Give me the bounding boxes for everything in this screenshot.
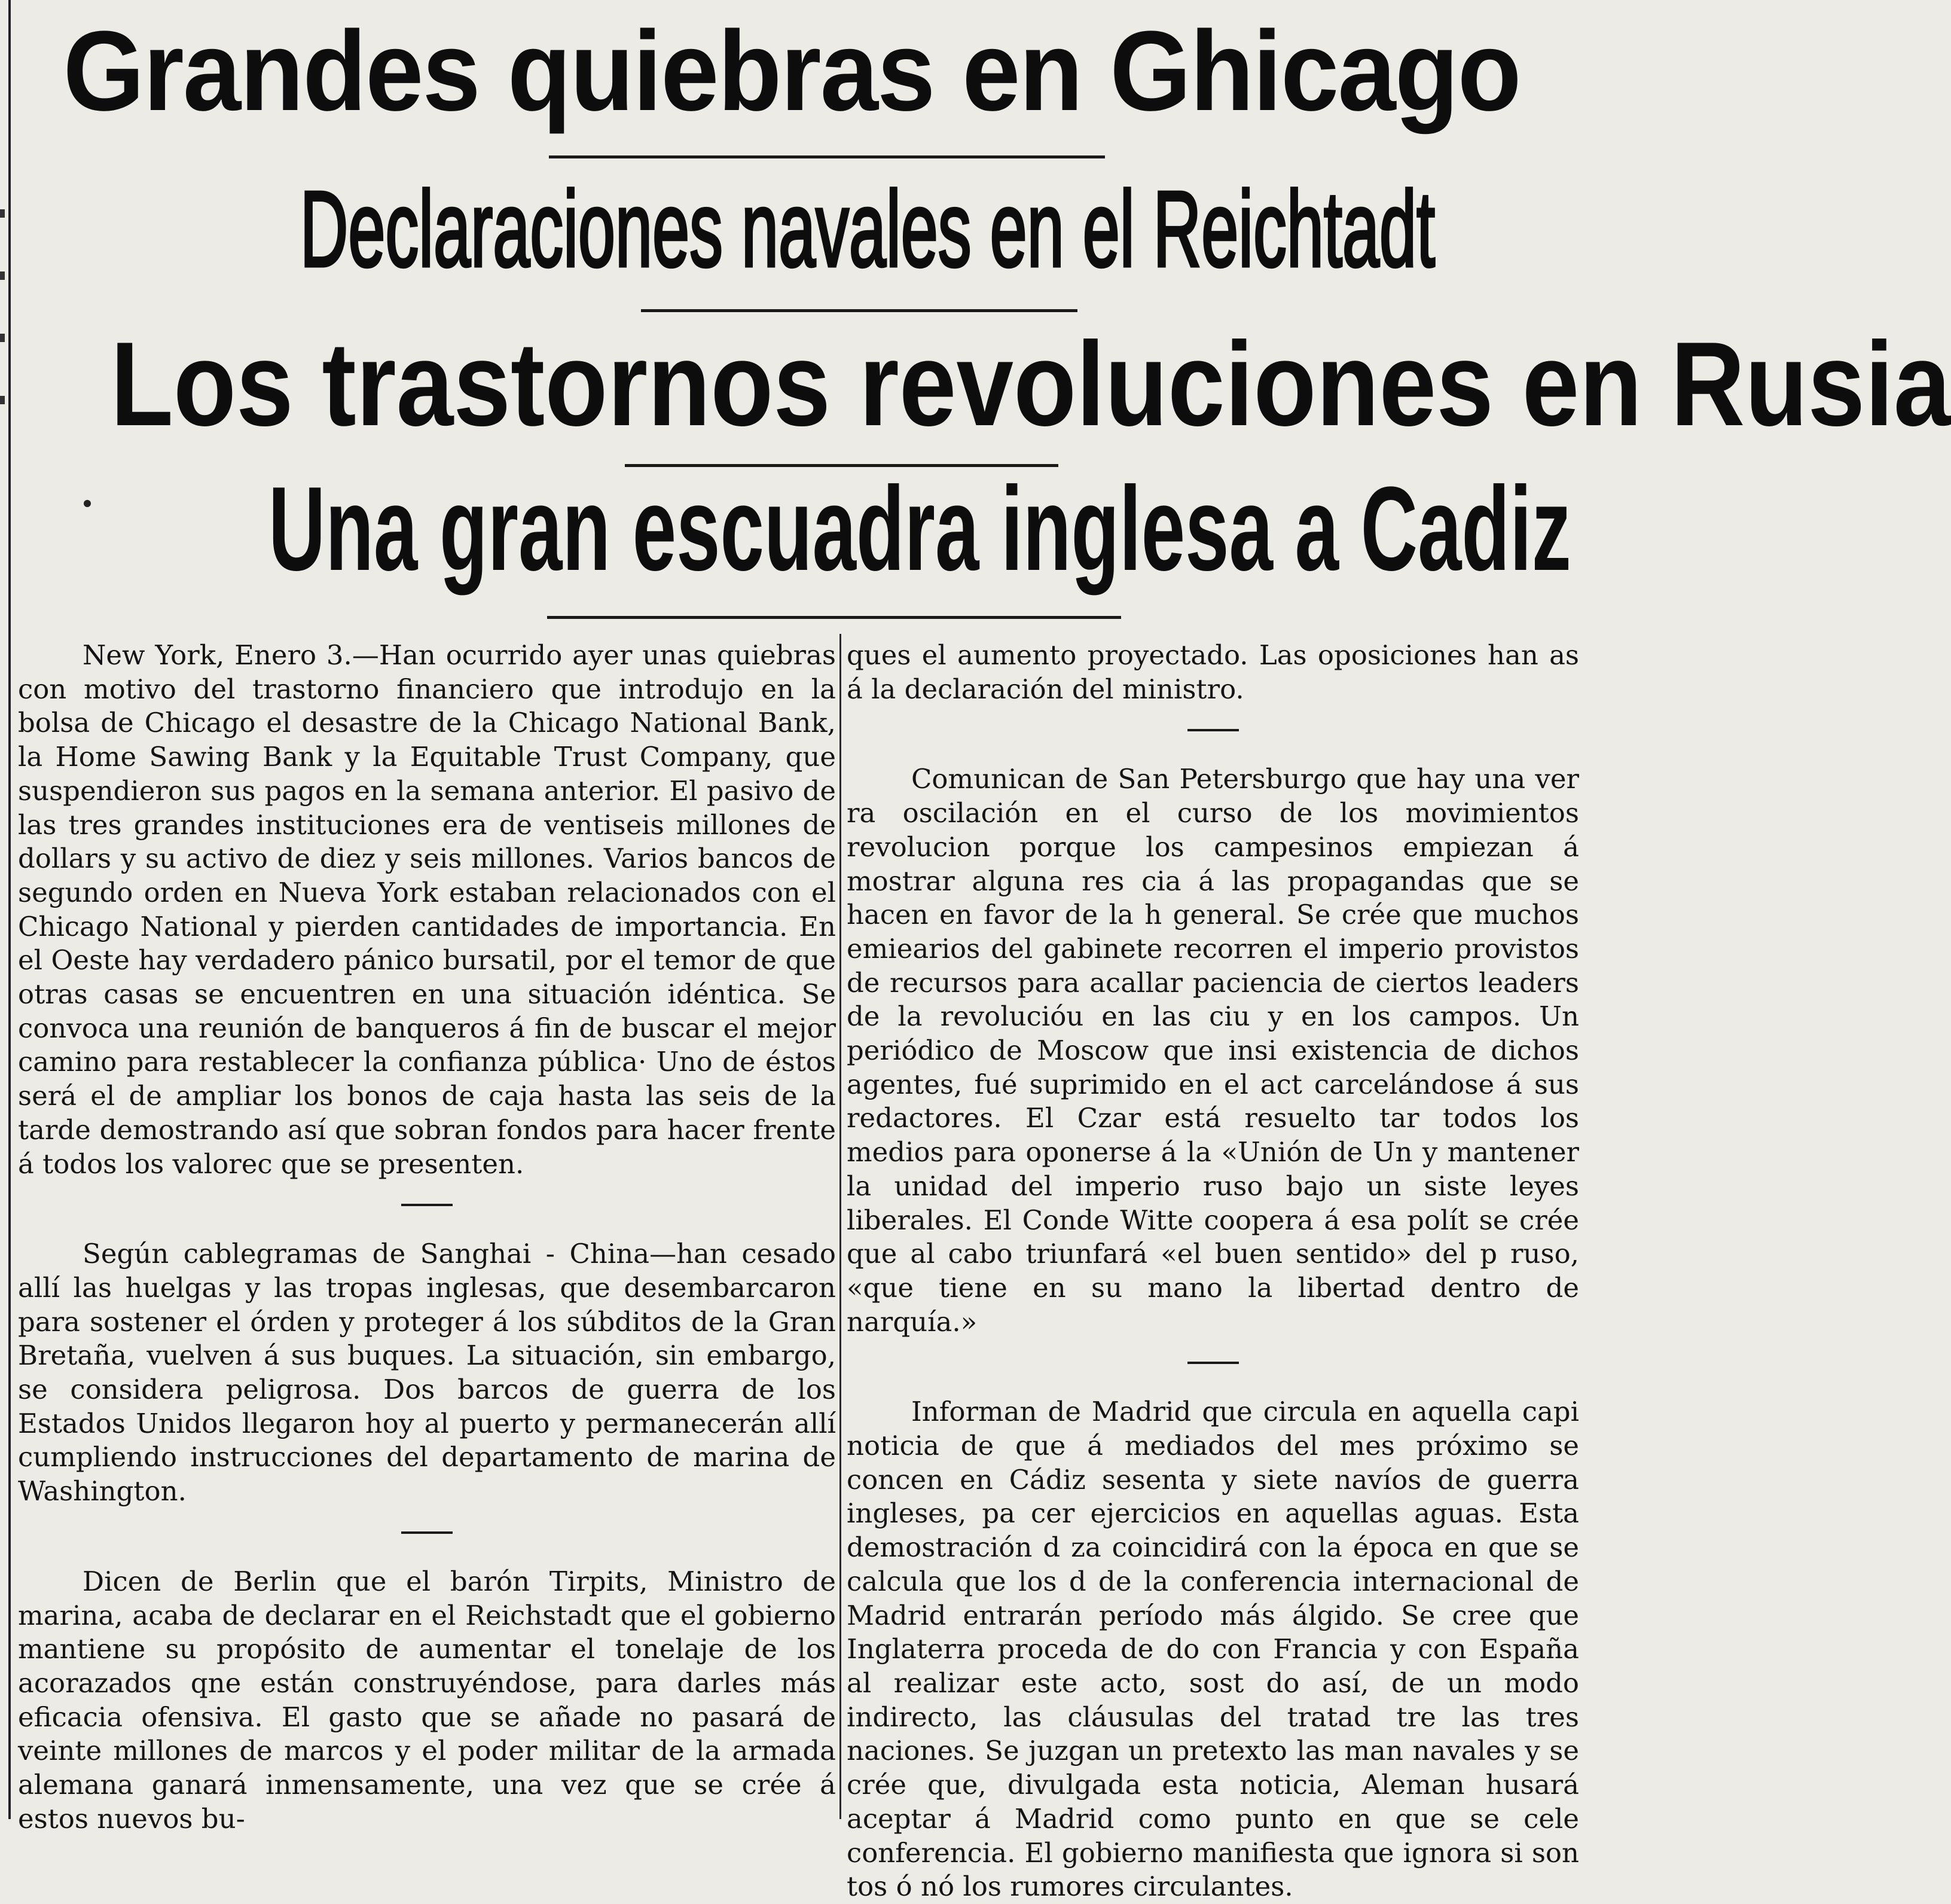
article-san-petersburgo: Comunican de San Petersburgo que hay una ver ra oscilación en el curso de los movimientos revolucion porque los campesinos empiezan á mostrar alguna res cia á las propagandas que se hacen en favor de la h general. Se crée que muchos emiearios del gabinete recorren el imperio provistos de recursos para acallar paciencia de ciertos leaders de la revolucióu en las ciu y en los campos. Un periódico de Moscow que insi existencia de dichos agentes, fué suprimido en el act carcelándose á sus redactores. El Czar está resuelto tar todos los medios para oponerse á la «Unión de Un y mantener la unidad del imperio ruso bajo un siste leyes liberales. El Conde Witte coopera á esa polít se crée que al cabo triunfará «el buen sentido» del p ruso, «que tiene en su mano la libertad dentro de narquía.» — [847, 763, 1579, 1338]
article-separator — [18, 1198, 836, 1212]
headline-rule-4 — [547, 616, 1121, 619]
article-berlin-continued: ques el aumento proyectado. Las oposiciones han as á la declaración del ministro. — [847, 639, 1579, 705]
column-left — [18, 639, 836, 1836]
column-right — [847, 639, 1579, 1904]
headline-reichtadt: Declaraciones navales en el Reichtadt — [300, 169, 1436, 289]
ink-dot — [84, 500, 91, 507]
article-sanghai: Según cablegramas de Sanghai - China—han cesado allí las huelgas y las tropas inglesas, que desembarcaron para sostener el órden y proteger á los súbditos de la Gran Bretaña, vuelven á sus buques. La situación, sin embargo, se considera peligrosa. Dos barcos de guerra de los Estados Unidos llegaron hoy al puerto y permanecerán allí cumpliendo instrucciones del departamento de marina de Washington. — [18, 1238, 836, 1508]
column-rule — [839, 634, 841, 1819]
article-madrid: Informan de Madrid que circula en aquella capi noticia de que á mediados del mes próximo se concen en Cádiz sesenta y siete navíos de guerra ingleses, pa cer ejercicios en aquellas aguas. Esta demostración d za coincidirá con la época en que se calcula que los d de la conferencia internacional de Madrid entrarán período más álgido. Se cree que Inglaterra proceda de do con Francia y con España al realizar este acto, sost do así, de un modo indirecto, las cláusulas del tratad tre las tres naciones. Se juzgan un pretexto las man navales y se crée que, divulgada esta noticia, Aleman husará aceptar á Madrid como punto en que se cele conferencia. El gobierno manifiesta que ignora si son tos ó nó los rumores circulantes. — [847, 1396, 1579, 1903]
article-separator — [18, 1525, 836, 1540]
article-berlin: Dicen de Berlin que el barón Tirpits, Ministro de marina, acaba de declarar en el Reichstadt que el gobierno mantiene su propósito de aumentar el tonelaje de los acorazados qne están construyéndose, para darles más eficacia ofensiva. El gasto que se añade no pasará de veinte millones de marcos y el poder militar de la armada alemana ganará inmensamente, una vez que se crée á estos nuevos bu- — [18, 1565, 836, 1835]
left-margin-rule — [8, 0, 11, 1819]
article-separator — [847, 723, 1579, 737]
article-separator — [847, 1356, 1579, 1370]
headline-rusia: Los trastornos revoluciones en Rusia — [110, 318, 1951, 451]
article-chicago-banks: New York, Enero 3.—Han ocurrido ayer unas quiebras con motivo del trastorno financiero que introdujo en la bolsa de Chicago el desastre de la Chicago National Bank, la Home Sawing Bank y la Equitable Trust Company, que suspendieron sus pagos en la semana anterior. El pasivo de las tres grandes instituciones era de ventiseis millones de dollars y su activo de diez y seis millones. Varios bancos de segundo orden en Nueva York estaban relacionados con el Chicago National y pierden cantidades de importancia. En el Oeste hay verdadero pánico bursatil, por el temor de que otras casas se encuentren en una situación idéntica. Se convoca una reunión de banqueros á fin de buscar el mejor camino para restablecer la confianza pública· Uno de éstos será el de ampliar los bonos de caja hasta las seis de la tarde demostrando así que sobran fondos para hacer frente á todos los valorec que se presenten. — [18, 639, 836, 1180]
headline-cadiz: Una gran escuadra inglesa a Cadiz — [268, 462, 1571, 596]
headline-rule-2 — [641, 309, 1077, 312]
margin-marks — [0, 155, 5, 454]
headline-chicago: Grandes quiebras en Ghicago — [63, 8, 1521, 135]
headline-rule-1 — [549, 155, 1105, 158]
